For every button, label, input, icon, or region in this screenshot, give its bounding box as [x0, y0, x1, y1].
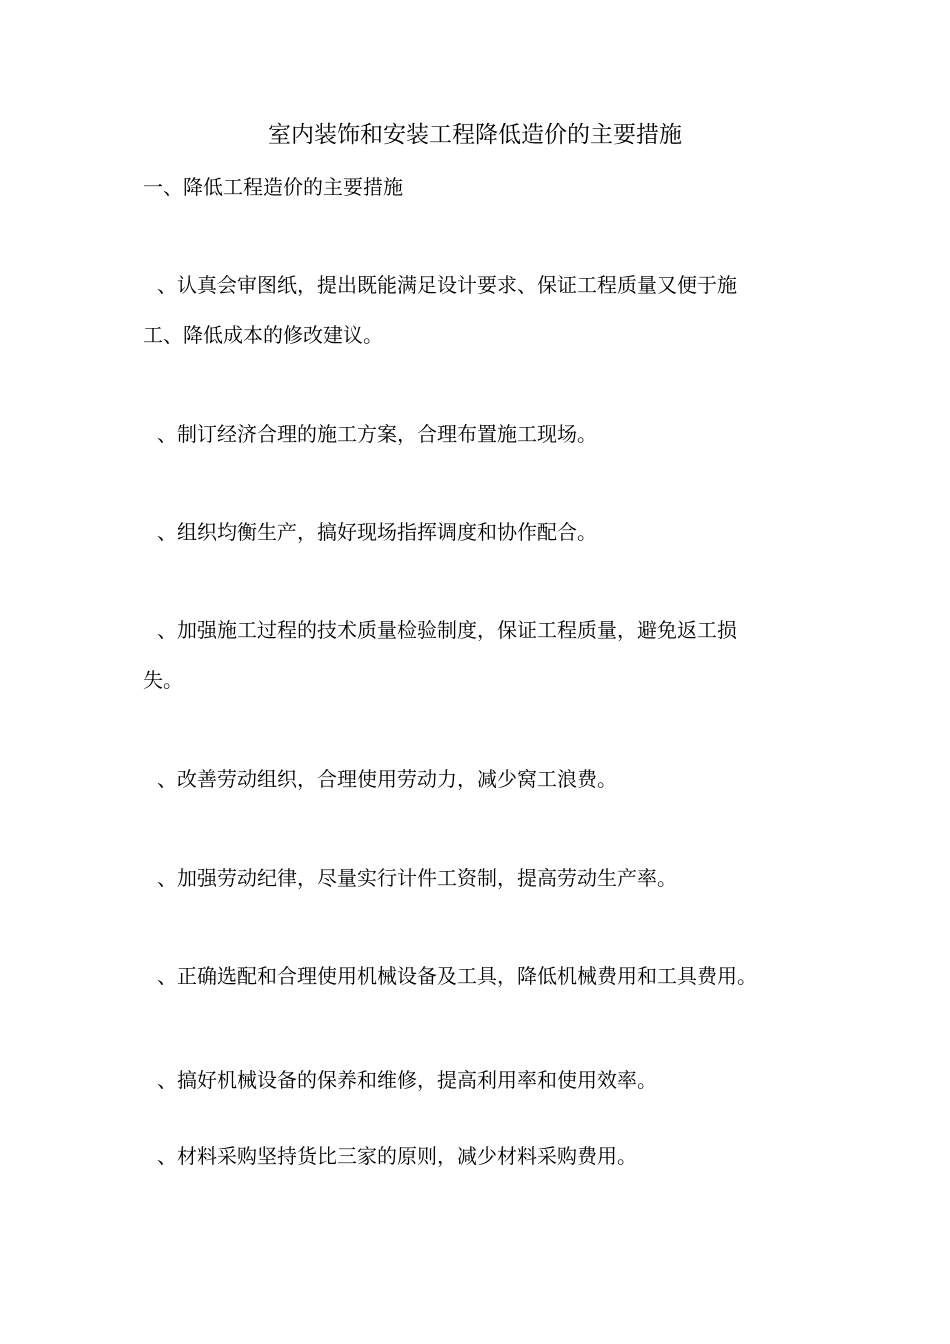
list-item [143, 409, 823, 459]
list-item-line: 、组织均衡生产，搞好现场指挥调度和协作配合。 [157, 520, 597, 544]
list-item [143, 754, 823, 804]
list-item-line: 、搞好机械设备的保养和维修，提高利用率和使用效率。 [157, 1068, 657, 1092]
list-item-line: 、制订经济合理的施工方案，合理布置施工现场。 [157, 422, 597, 446]
section-heading: 一、降低工程造价的主要措施 [143, 175, 403, 199]
page-title: 室内装饰和安装工程降低造价的主要措施 [268, 122, 682, 148]
list-item [143, 1131, 823, 1181]
list-item [143, 507, 823, 557]
list-item-line: 失。 [143, 668, 183, 692]
list-item [143, 605, 823, 705]
list-item-line: 工、降低成本的修改建议。 [143, 323, 383, 347]
list-item-line: 、正确选配和合理使用机械设备及工具，降低机械费用和工具费用。 [157, 964, 757, 988]
list-item-line: 、加强劳动纪律，尽量实行计件工资制，提高劳动生产率。 [157, 866, 677, 890]
list-item-line: 、材料采购坚持货比三家的原则，减少材料采购费用。 [157, 1144, 637, 1168]
list-item [143, 951, 823, 1001]
list-item-line: 、加强施工过程的技术质量检验制度，保证工程质量，避免返工损 [157, 618, 737, 642]
list-item-line: 、认真会审图纸，提出既能满足设计要求、保证工程质量又便于施 [157, 273, 737, 297]
list-item [143, 1055, 823, 1105]
list-item [143, 260, 823, 360]
list-item-line: 、改善劳动组织，合理使用劳动力，减少窝工浪费。 [157, 767, 617, 791]
list-item [143, 853, 823, 903]
